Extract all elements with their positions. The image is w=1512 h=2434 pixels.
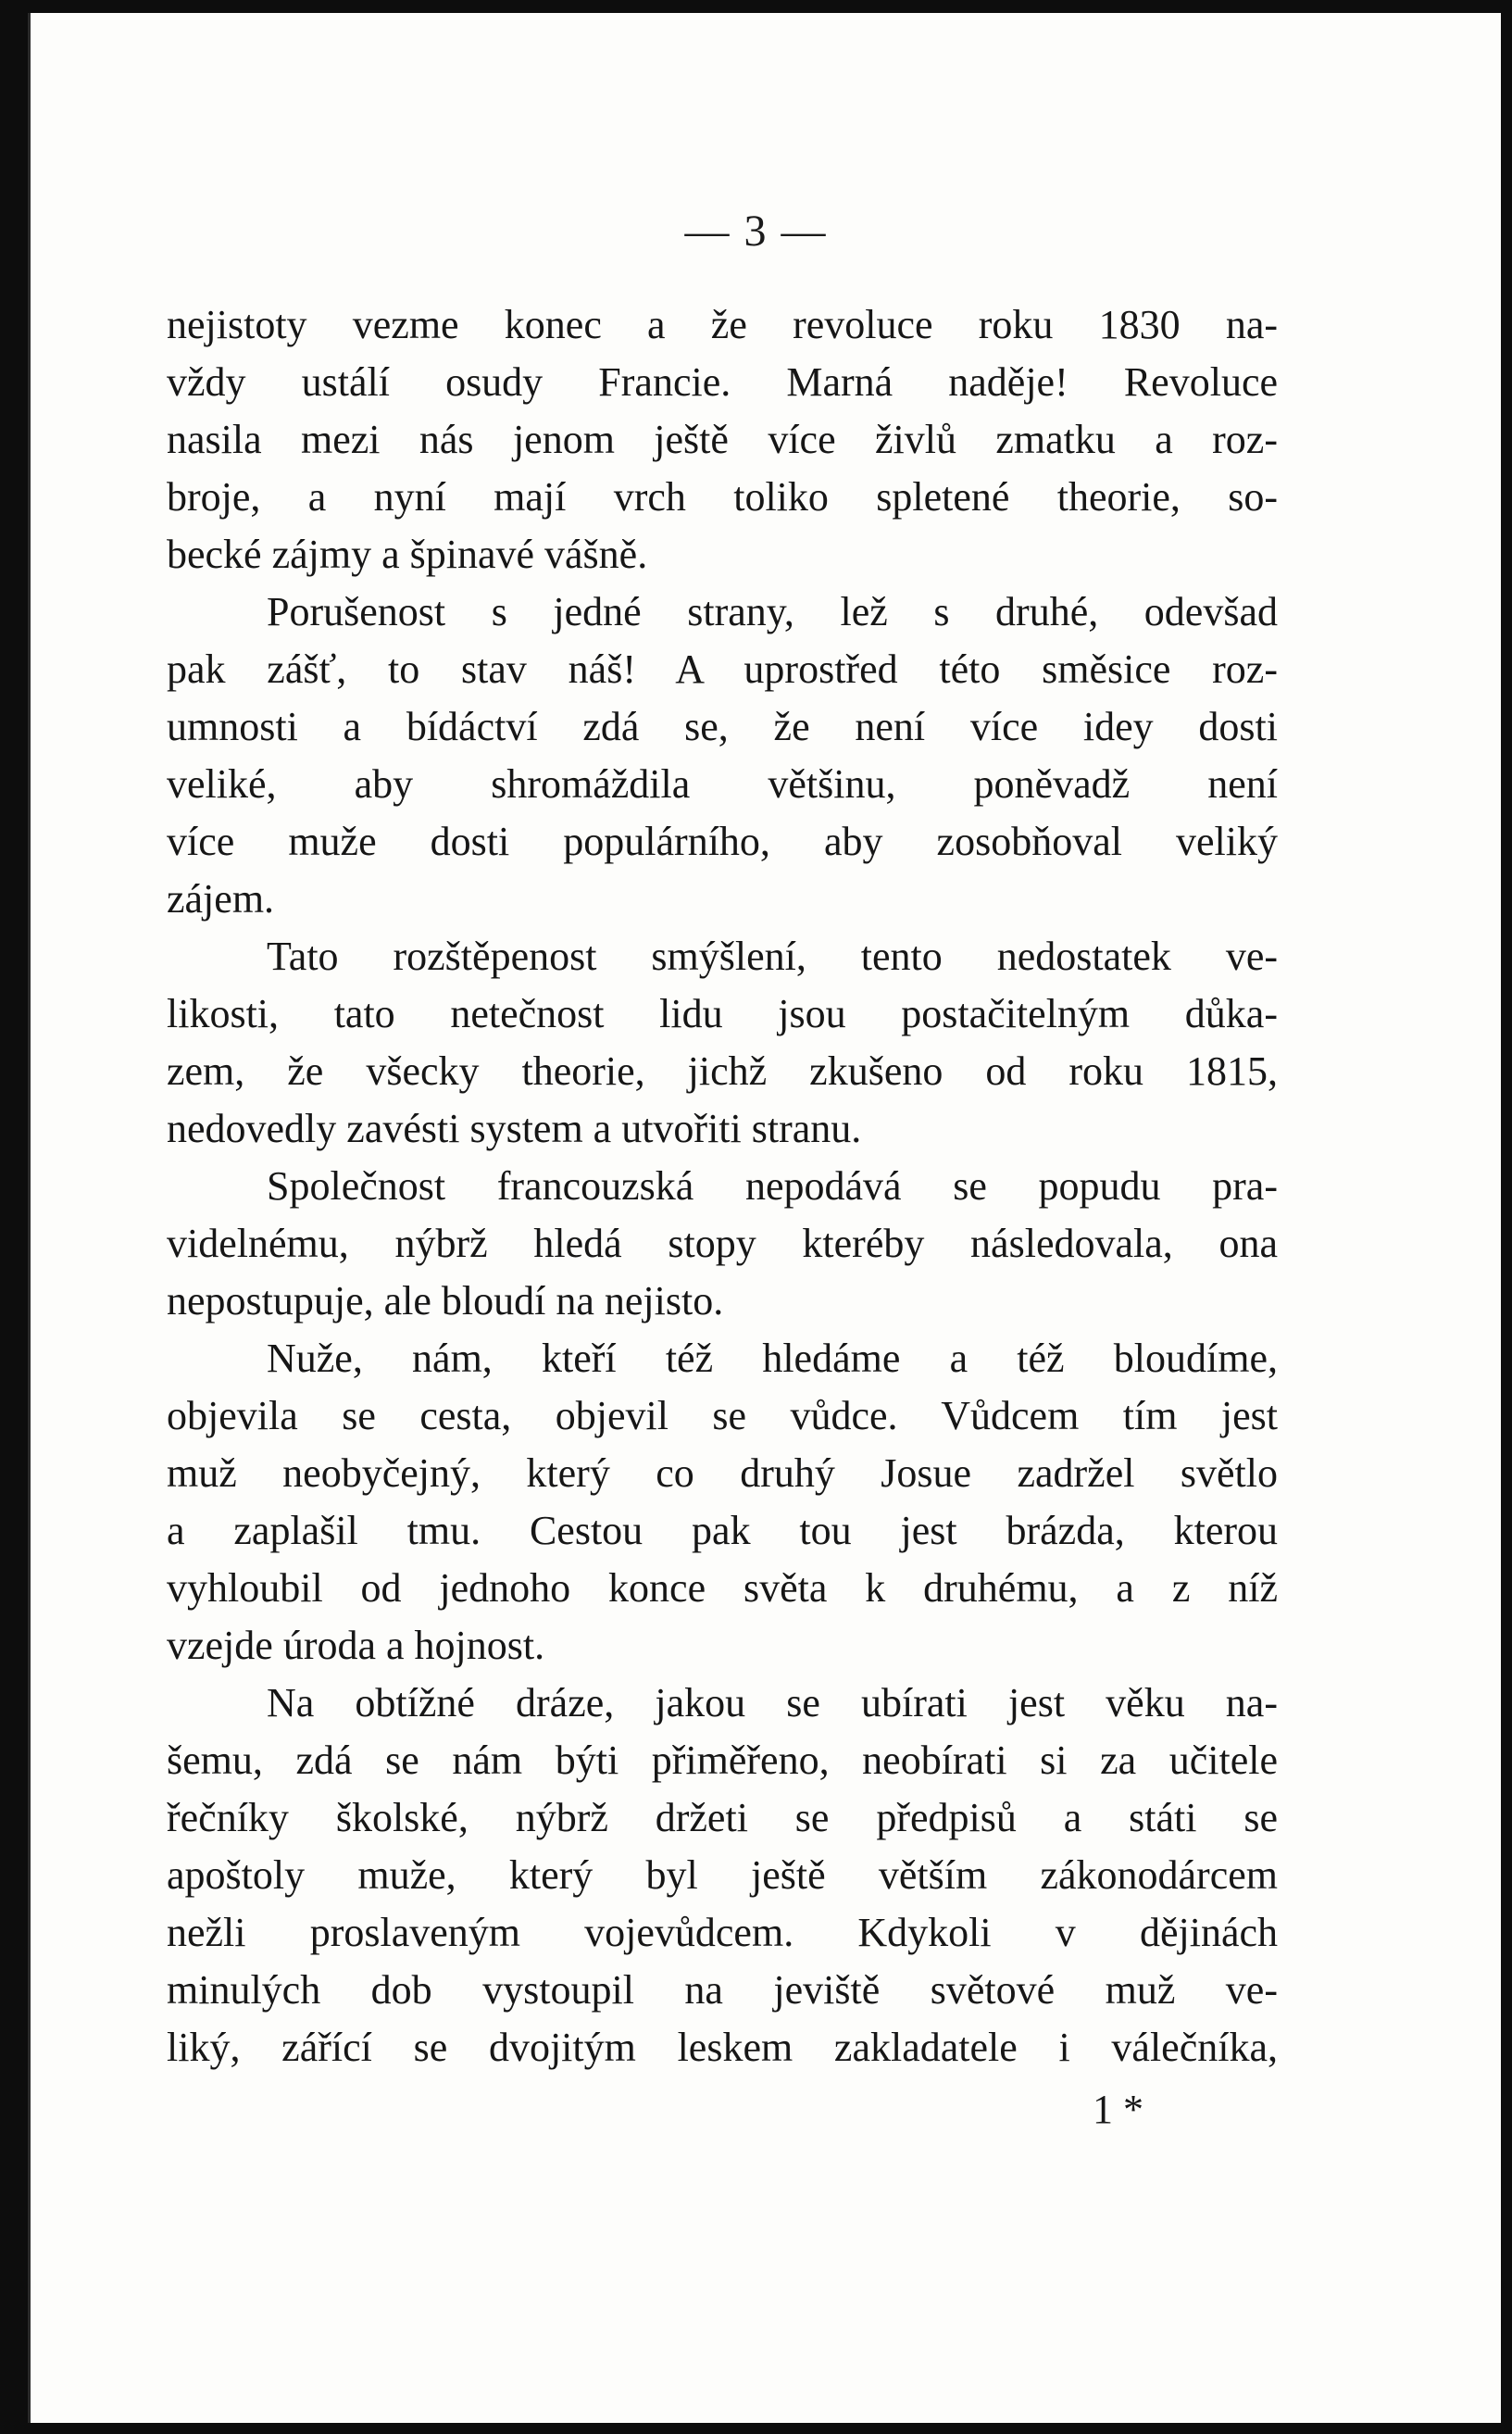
text-line: Tato rozštěpenost smýšlení, tento nedostatek ve- [267,934,1278,979]
text-line: umnosti a bídáctví zdá se, že není více idey dosti [167,704,1278,749]
signature-mark: 1 * [1093,2087,1143,2132]
text-line: veliké, aby shromáždila většinu, poněvadž není [167,761,1278,807]
text-line: Nuže, nám, kteří též hledáme a též bloudíme, [267,1336,1278,1381]
text-line: muž neobyčejný, který co druhý Josue zadržel světlo [167,1450,1278,1496]
text-line: objevila se cesta, objevil se vůdce. Vůdcem tím jest [167,1393,1278,1438]
text-line: zájem. [167,876,275,922]
text-line: zem, že všecky theorie, jichž zkušeno od roku 1815, [167,1048,1278,1094]
text-line: pak zášť, to stav náš! A uprostřed této směsice roz- [167,646,1278,692]
text-line: apoštoly muže, který byl ještě větším zákonodárcem [167,1852,1278,1898]
page-number: — 3 — [684,207,828,256]
text-line: nedovedly zavésti system a utvořiti stranu. [167,1106,862,1151]
text-line: nepostupuje, ale bloudí na nejisto. [167,1278,724,1324]
text-line: a zaplašil tmu. Cestou pak tou jest brázda, kterou [167,1508,1278,1553]
text-line: Na obtížné dráze, jakou se ubírati jest věku na- [267,1680,1278,1725]
text-line: více muže dosti populárního, aby zosobňoval veliký [167,819,1278,864]
text-line: vyhloubil od jednoho konce světa k druhému, a z níž [167,1565,1278,1611]
text-line: Společnost francouzská nepodává se popudu pra- [267,1163,1278,1209]
text-line: becké zájmy a špinavé vášně. [167,532,648,577]
text-line: nejistoty vezme konec a že revoluce roku 1830 na- [167,302,1278,347]
text-line: Porušenost s jedné strany, lež s druhé, odevšad [267,589,1278,634]
text-line: broje, a nyní mají vrch toliko spletené theorie, so- [167,474,1278,520]
text-line: vždy ustálí osudy Francie. Marná naděje! Revoluce [167,359,1278,405]
text-line: nežli proslaveným vojevůdcem. Kdykoli v dějinách [167,1910,1278,1955]
text-line: řečníky školské, nýbrž držeti se předpisů a státi se [167,1795,1278,1840]
text-line: liký, zářící se dvojitým leskem zakladatele i válečníka, [167,2025,1278,2070]
text-line: minulých dob vystoupil na jeviště světové muž ve- [167,1967,1278,2013]
text-line: šemu, zdá se nám býti přiměřeno, neobírati si za učitele [167,1738,1278,1783]
body-text [167,296,1278,2076]
text-line: videlnému, nýbrž hledá stopy kteréby následovala, ona [167,1221,1278,1266]
text-line: nasila mezi nás jenom ještě více živlů zmatku a roz- [167,417,1278,462]
text-line: likosti, tato netečnost lidu jsou postačitelným důka- [167,991,1278,1036]
text-line: vzejde úroda a hojnost. [167,1623,545,1668]
